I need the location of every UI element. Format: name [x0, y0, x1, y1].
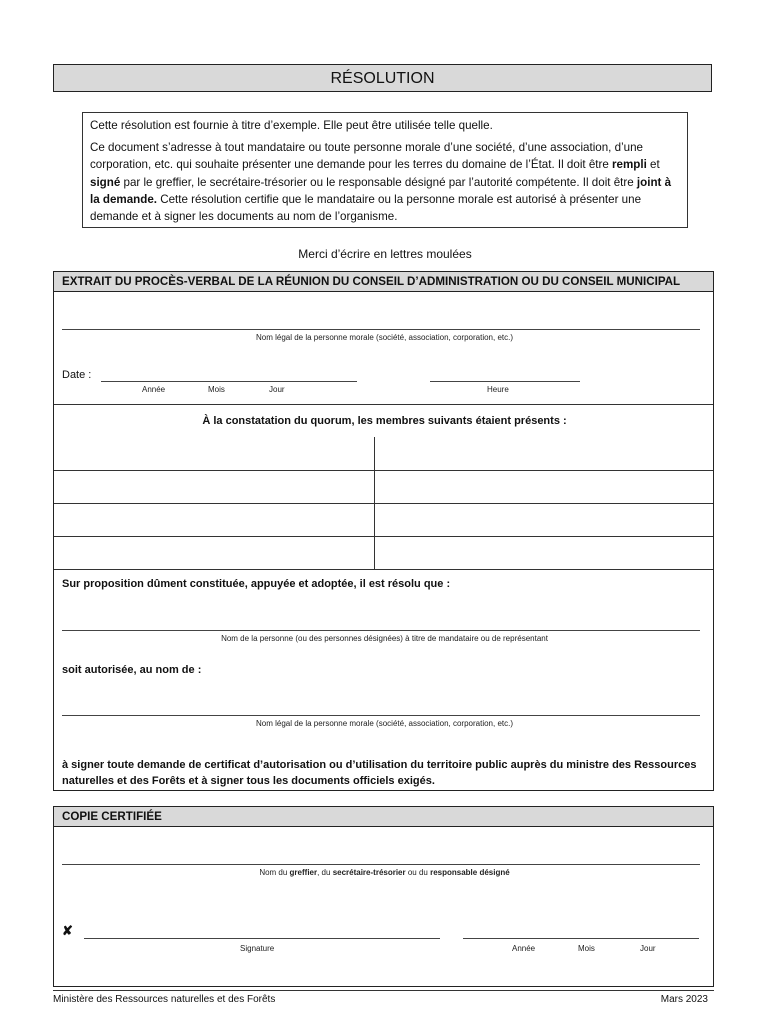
caption-greffier: greffier	[289, 868, 318, 877]
divider-quorum	[54, 404, 713, 405]
nom-legal-field[interactable]	[62, 328, 700, 330]
extrait-section	[53, 271, 714, 791]
intro-text-a: Ce document s’adresse à tout mandataire ou toute personne morale d’une société, d’une association, d’une corporation, etc. qui souhaite présenter une demande pour les terres du domaine de l’État. Il doit être	[90, 141, 643, 172]
copie-header: COPIE CERTIFIÉE	[54, 807, 713, 827]
member-row-3	[54, 536, 713, 537]
signature-date-field[interactable]	[463, 937, 699, 939]
caption-secretaire: secrétaire-trésorier	[332, 868, 406, 877]
nom-legal-caption-2: Nom légal de la personne morale (société, association, corporation, etc.)	[255, 719, 514, 728]
member-row-2	[54, 503, 713, 504]
intro-rempli: rempli	[612, 158, 647, 172]
quorum-text: À la constatation du quorum, les membres suivants étaient présents :	[202, 415, 567, 427]
intro-joint: joint à la demande.	[90, 175, 672, 206]
footer-date: Mars 2023	[660, 994, 708, 1005]
caption-ou-du: ou du	[405, 868, 431, 877]
member-field-1a[interactable]	[54, 437, 374, 470]
proposition-text: Sur proposition dûment constituée, appuyée et adoptée, il est résolu que :	[62, 578, 451, 590]
annee-caption: Année	[142, 385, 166, 394]
certifier-caption	[54, 868, 715, 877]
page-title: RÉSOLUTION	[53, 64, 712, 92]
intro-line1: Cette résolution est fournie à titre d’exemple. Elle peut être utilisée telle quelle.	[90, 119, 493, 132]
intro-paragraph	[90, 139, 680, 225]
sig-mois-caption: Mois	[578, 944, 595, 953]
caption-du: , du	[317, 868, 333, 877]
member-row-1	[54, 470, 713, 471]
caption-nom-du: Nom du	[259, 868, 290, 877]
heure-field[interactable]	[430, 380, 580, 382]
date-field[interactable]	[101, 380, 357, 382]
member-field-1b[interactable]	[375, 437, 713, 470]
nom-personne-caption: Nom de la personne (ou des personnes désignées) à titre de mandataire ou de représentant	[221, 634, 548, 643]
footer-ministry: Ministère des Ressources naturelles et des Forêts	[53, 994, 276, 1005]
sig-annee-caption: Année	[512, 944, 536, 953]
intro-text-et: et	[646, 158, 660, 172]
intro-box	[82, 112, 688, 228]
certifier-name-field[interactable]	[62, 863, 700, 865]
heure-caption: Heure	[487, 385, 509, 394]
nom-legal-field-2[interactable]	[62, 714, 700, 716]
intro-text-c: Cette résolution certifie que le mandataire ou la personne morale est autorisé à présenter une demande et à signer les documents au nom de l’organisme.	[90, 192, 642, 224]
nom-legal-caption: Nom légal de la personne morale (société, association, corporation, etc.)	[255, 333, 514, 342]
member-row-4	[54, 569, 713, 570]
mois-caption: Mois	[208, 385, 225, 394]
print-notice: Merci d’écrire en lettres moulées	[298, 247, 472, 261]
copie-section	[53, 806, 714, 987]
date-label: Date :	[62, 369, 92, 381]
signature-caption: Signature	[240, 944, 275, 953]
signer-text: à signer toute demande de certificat d’autorisation ou d’utilisation du territoire public auprès du ministre des Ressources naturelles et des Forêts et à signer tous les documents officiels exigés.	[62, 759, 697, 787]
intro-signe: signé	[90, 175, 121, 189]
x-mark-icon: ✘	[62, 923, 73, 938]
intro-text-b: par le greffier, le secrétaire-trésorier ou le responsable désigné par l’autorité compétente. Il doit être	[120, 175, 637, 189]
sig-jour-caption: Jour	[640, 944, 656, 953]
nom-personne-field[interactable]	[62, 629, 700, 631]
jour-caption: Jour	[269, 385, 285, 394]
caption-responsable: responsable désigné	[430, 868, 510, 877]
extrait-header: EXTRAIT DU PROCÈS-VERBAL DE LA RÉUNION DU CONSEIL D’ADMINISTRATION OU DU CONSEIL MUNICIPAL	[54, 272, 713, 292]
soit-autorisee-text: soit autorisée, au nom de :	[62, 664, 202, 676]
signature-field[interactable]	[84, 937, 440, 939]
footer-rule	[53, 990, 714, 991]
